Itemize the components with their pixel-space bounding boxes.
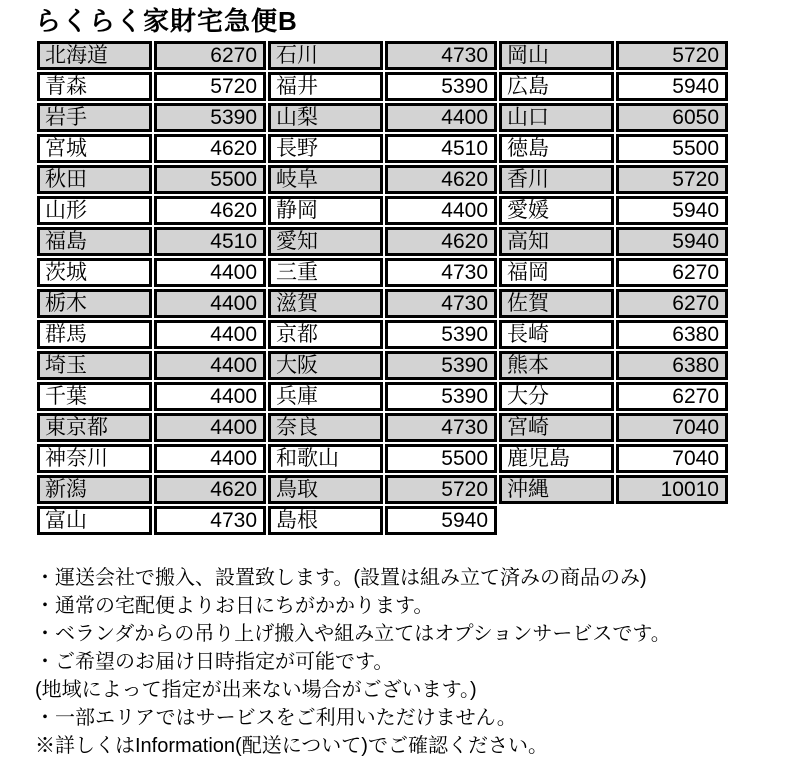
price-cell: 5390 xyxy=(385,320,497,349)
prefecture-cell: 和歌山 xyxy=(268,444,383,473)
prefecture-cell: 香川 xyxy=(499,165,614,194)
prefecture-cell: 石川 xyxy=(268,41,383,70)
price-cell: 5940 xyxy=(616,72,728,101)
prefecture-cell: 熊本 xyxy=(499,351,614,380)
price-cell: 5390 xyxy=(385,351,497,380)
prefecture-cell: 山口 xyxy=(499,103,614,132)
price-cell: 4620 xyxy=(385,227,497,256)
price-cell: 4400 xyxy=(154,444,266,473)
price-cell: 5720 xyxy=(154,72,266,101)
table-row xyxy=(37,41,728,70)
prefecture-cell: 大阪 xyxy=(268,351,383,380)
price-cell: 4620 xyxy=(154,475,266,504)
prefecture-cell: 茨城 xyxy=(37,258,152,287)
price-cell: 6380 xyxy=(616,351,728,380)
prefecture-cell: 長野 xyxy=(268,134,383,163)
prefecture-cell: 群馬 xyxy=(37,320,152,349)
prefecture-cell: 滋賀 xyxy=(268,289,383,318)
note-line: (地域によって指定が出来ない場合がございます。) xyxy=(35,679,477,701)
prefecture-cell: 長崎 xyxy=(499,320,614,349)
table-row xyxy=(37,134,728,163)
note-line: ・一部エリアではサービスをご利用いただけません。 xyxy=(35,707,517,729)
table-row xyxy=(37,413,728,442)
price-cell: 4400 xyxy=(154,320,266,349)
table-row xyxy=(37,382,728,411)
table-row xyxy=(37,506,728,535)
price-cell: 4510 xyxy=(154,227,266,256)
price-cell: 4730 xyxy=(385,289,497,318)
prefecture-cell: 千葉 xyxy=(37,382,152,411)
prefecture-cell: 愛媛 xyxy=(499,196,614,225)
prefecture-cell: 静岡 xyxy=(268,196,383,225)
prefecture-cell: 徳島 xyxy=(499,134,614,163)
price-cell: 4400 xyxy=(154,382,266,411)
table-row xyxy=(37,196,728,225)
prefecture-cell: 神奈川 xyxy=(37,444,152,473)
prefecture-cell: 埼玉 xyxy=(37,351,152,380)
price-cell: 4730 xyxy=(385,413,497,442)
price-cell: 5390 xyxy=(154,103,266,132)
prefecture-cell: 兵庫 xyxy=(268,382,383,411)
prefecture-cell: 鳥取 xyxy=(268,475,383,504)
table-row xyxy=(37,258,728,287)
table-row xyxy=(37,103,728,132)
price-cell: 4400 xyxy=(154,351,266,380)
prefecture-cell: 宮崎 xyxy=(499,413,614,442)
prefecture-cell: 大分 xyxy=(499,382,614,411)
prefecture-cell: 佐賀 xyxy=(499,289,614,318)
empty-cell xyxy=(616,506,728,535)
note-line: ・ご希望のお届け日時指定が可能です。 xyxy=(35,651,394,673)
prefecture-cell: 愛知 xyxy=(268,227,383,256)
price-cell: 6380 xyxy=(616,320,728,349)
price-cell: 5720 xyxy=(616,41,728,70)
prefecture-cell: 北海道 xyxy=(37,41,152,70)
prefecture-cell: 福岡 xyxy=(499,258,614,287)
prefecture-cell: 青森 xyxy=(37,72,152,101)
prefecture-cell: 奈良 xyxy=(268,413,383,442)
price-cell: 7040 xyxy=(616,444,728,473)
prefecture-cell: 京都 xyxy=(268,320,383,349)
prefecture-cell: 山形 xyxy=(37,196,152,225)
price-cell: 6270 xyxy=(616,289,728,318)
price-cell: 7040 xyxy=(616,413,728,442)
price-cell: 4620 xyxy=(154,196,266,225)
notes xyxy=(35,564,800,760)
price-cell: 4510 xyxy=(385,134,497,163)
price-cell: 4730 xyxy=(385,41,497,70)
price-cell: 5500 xyxy=(385,444,497,473)
shipping-fee-table xyxy=(35,39,730,537)
table-row xyxy=(37,227,728,256)
note-line: ・運送会社で搬入、設置致します。(設置は組み立て済みの商品のみ) xyxy=(35,567,647,589)
price-cell: 6270 xyxy=(616,382,728,411)
price-cell: 4730 xyxy=(385,258,497,287)
prefecture-cell: 島根 xyxy=(268,506,383,535)
page-title: らくらく家財宅急便B xyxy=(35,6,298,36)
price-cell: 4400 xyxy=(154,289,266,318)
prefecture-cell: 福井 xyxy=(268,72,383,101)
price-cell: 6050 xyxy=(616,103,728,132)
prefecture-cell: 沖縄 xyxy=(499,475,614,504)
prefecture-cell: 栃木 xyxy=(37,289,152,318)
price-cell: 5940 xyxy=(385,506,497,535)
table-row xyxy=(37,351,728,380)
price-cell: 5940 xyxy=(616,227,728,256)
price-cell: 4400 xyxy=(154,258,266,287)
prefecture-cell: 福島 xyxy=(37,227,152,256)
price-cell: 5500 xyxy=(616,134,728,163)
prefecture-cell: 富山 xyxy=(37,506,152,535)
prefecture-cell: 東京都 xyxy=(37,413,152,442)
table-row xyxy=(37,475,728,504)
note-line: ・通常の宅配便よりお日にちがかかります。 xyxy=(35,595,434,617)
prefecture-cell: 岡山 xyxy=(499,41,614,70)
price-cell: 4400 xyxy=(385,196,497,225)
price-cell: 4620 xyxy=(385,165,497,194)
prefecture-cell: 広島 xyxy=(499,72,614,101)
empty-cell xyxy=(499,506,614,535)
price-cell: 5390 xyxy=(385,72,497,101)
price-cell: 4400 xyxy=(385,103,497,132)
prefecture-cell: 山梨 xyxy=(268,103,383,132)
price-cell: 4730 xyxy=(154,506,266,535)
prefecture-cell: 鹿児島 xyxy=(499,444,614,473)
table-row xyxy=(37,72,728,101)
prefecture-cell: 岩手 xyxy=(37,103,152,132)
price-cell: 5940 xyxy=(616,196,728,225)
prefecture-cell: 三重 xyxy=(268,258,383,287)
prefecture-cell: 新潟 xyxy=(37,475,152,504)
price-cell: 4400 xyxy=(154,413,266,442)
table-body xyxy=(37,41,728,535)
note-line: ※詳しくはInformation(配送について)でご確認ください。 xyxy=(35,735,548,757)
prefecture-cell: 秋田 xyxy=(37,165,152,194)
price-cell: 4620 xyxy=(154,134,266,163)
price-cell: 6270 xyxy=(616,258,728,287)
price-cell: 10010 xyxy=(616,475,728,504)
table-row xyxy=(37,165,728,194)
prefecture-cell: 宮城 xyxy=(37,134,152,163)
prefecture-cell: 岐阜 xyxy=(268,165,383,194)
table-row xyxy=(37,289,728,318)
note-line: ・ベランダからの吊り上げ搬入や組み立てはオプションサービスです。 xyxy=(35,623,671,645)
price-cell: 5390 xyxy=(385,382,497,411)
table-row xyxy=(37,320,728,349)
table-row xyxy=(37,444,728,473)
prefecture-cell: 高知 xyxy=(499,227,614,256)
price-cell: 5720 xyxy=(616,165,728,194)
price-cell: 5500 xyxy=(154,165,266,194)
price-cell: 5720 xyxy=(385,475,497,504)
price-cell: 6270 xyxy=(154,41,266,70)
